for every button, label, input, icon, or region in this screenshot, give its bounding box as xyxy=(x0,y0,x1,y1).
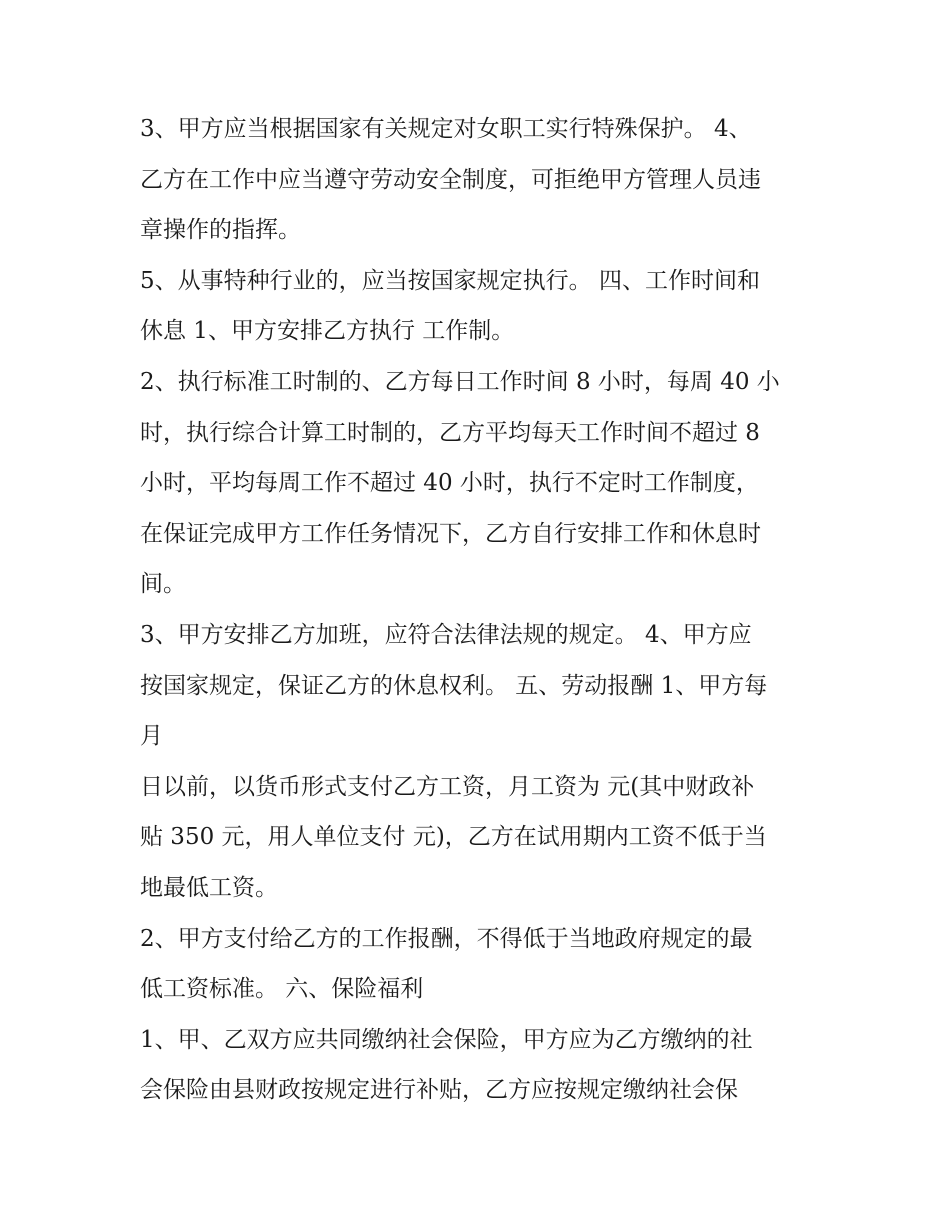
text-line-10: 间。 xyxy=(140,571,186,598)
text-line-4: 5、从事特种行业的，应当按国家规定执行。 四、工作时间和 xyxy=(140,267,760,294)
text-line-19: 1、甲、乙双方应共同缴纳社会保险，甲方应为乙方缴纳的社 xyxy=(140,1026,753,1053)
text-line-11: 3、甲方安排乙方加班，应符合法律法规的规定。 4、甲方应 xyxy=(140,621,752,648)
text-line-15: 贴 350 元，用人单位支付 元)，乙方在试用期内工资不低于当 xyxy=(140,824,767,851)
contract-text xyxy=(140,104,820,1116)
text-line-13: 月 xyxy=(140,723,163,750)
text-line-17: 2、甲方支付给乙方的工作报酬，不得低于当地政府规定的最 xyxy=(140,925,753,952)
text-line-9: 在保证完成甲方工作任务情况下，乙方自行安排工作和休息时 xyxy=(140,520,761,547)
text-line-12: 按国家规定，保证乙方的休息权利。 五、劳动报酬 1、甲方每 xyxy=(140,672,768,699)
text-line-18: 低工资标准。 六、保险福利 xyxy=(140,976,424,1003)
text-line-8: 小时，平均每周工作不超过 40 小时，执行不定时工作制度， xyxy=(140,470,759,497)
text-line-2: 乙方在工作中应当遵守劳动安全制度，可拒绝甲方管理人员违 xyxy=(140,166,761,193)
text-line-6: 2、执行标准工时制的、乙方每日工作时间 8 小时，每周 40 小 xyxy=(140,368,780,395)
text-line-5: 休息 1、甲方安排乙方执行 工作制。 xyxy=(140,318,515,345)
text-line-3: 章操作的指挥。 xyxy=(140,217,301,244)
text-line-20: 会保险由县财政按规定进行补贴，乙方应按规定缴纳社会保 xyxy=(140,1077,738,1104)
text-line-16: 地最低工资。 xyxy=(140,874,278,901)
text-line-14: 日以前，以货币形式支付乙方工资，月工资为 元(其中财政补 xyxy=(140,773,755,800)
text-line-1: 3、甲方应当根据国家有关规定对女职工实行特殊保护。 4、 xyxy=(140,116,752,142)
text-line-7: 时，执行综合计算工时制的，乙方平均每天工作时间不超过 8 xyxy=(140,419,760,446)
